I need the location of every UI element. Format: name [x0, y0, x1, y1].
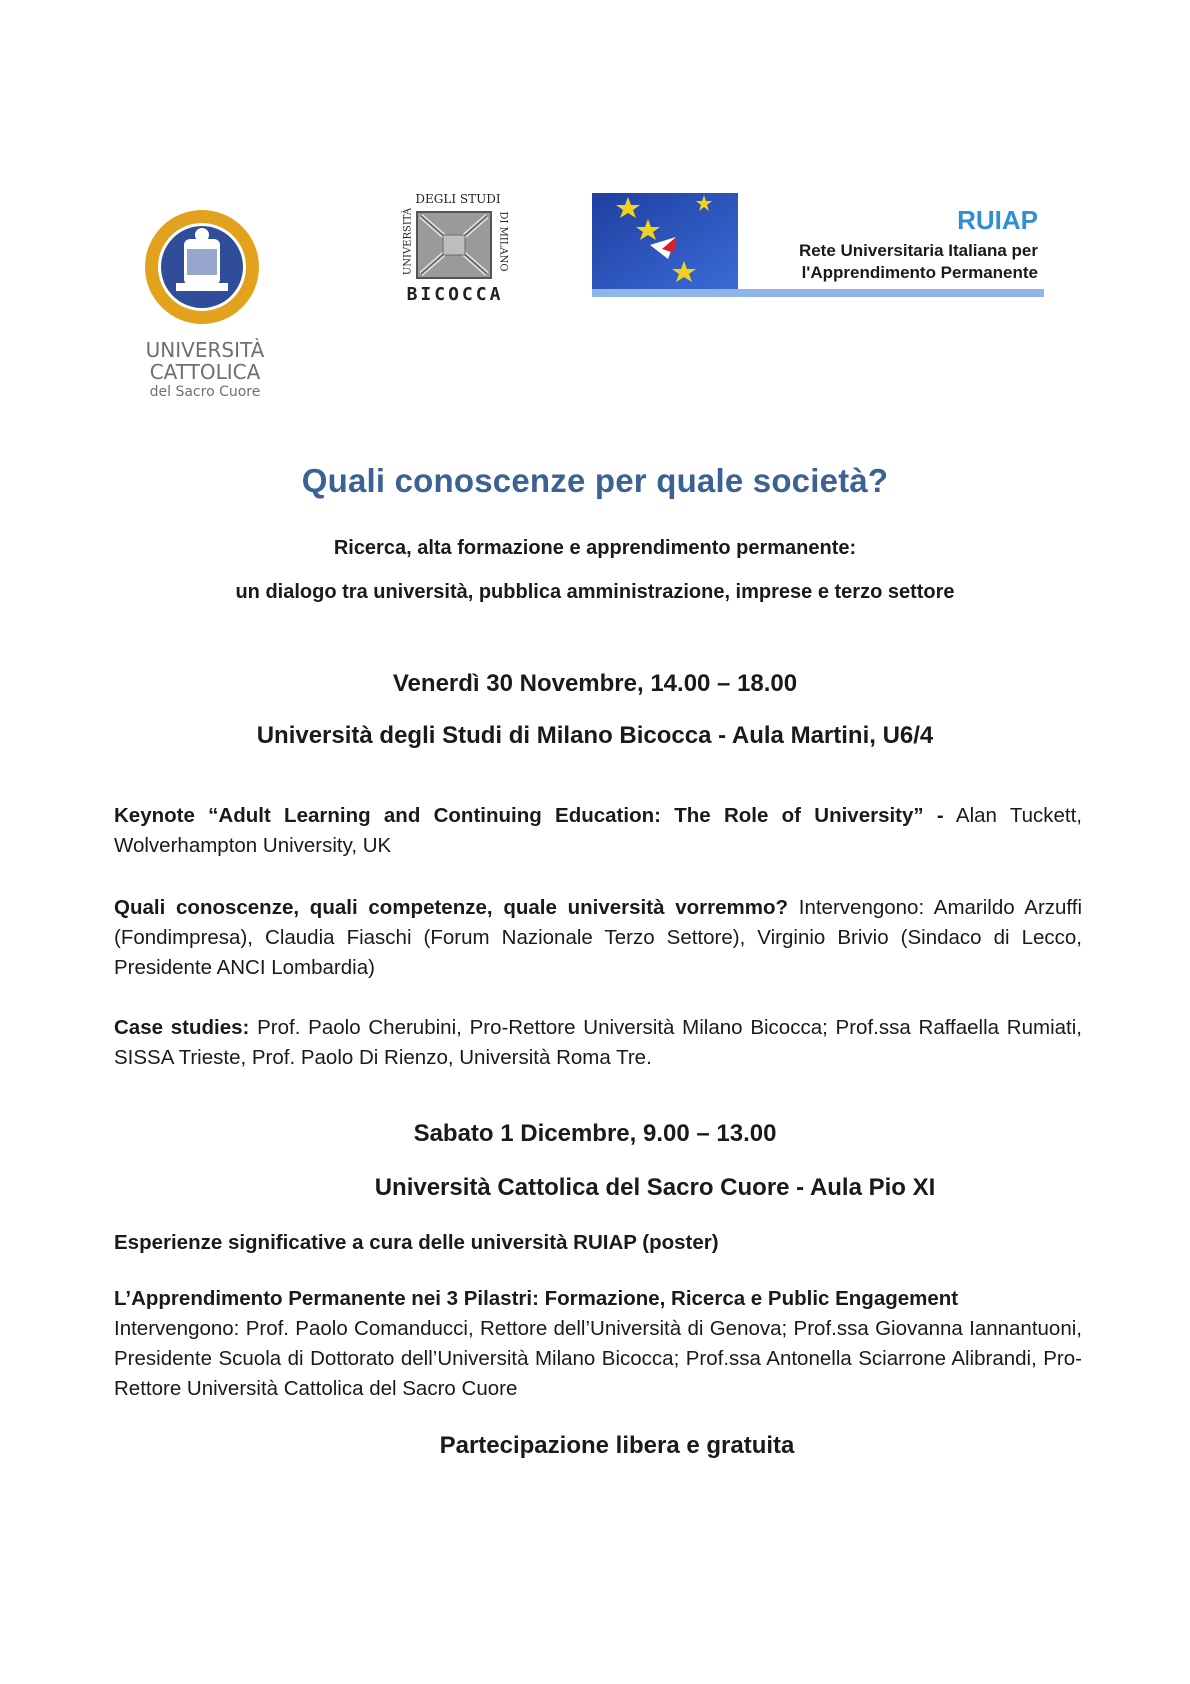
bicocca-emblem-icon [415, 210, 493, 280]
keynote-title: Keynote “Adult Learning and Continuing Education: The Role of University” - [114, 804, 944, 827]
pillars-speakers: Intervengono: Prof. Paolo Comanducci, Rettore dell’Università di Genova; Prof.ssa Giovanna Iannantuoni, Presidente Scuola di Dottorato dell’Università Milano Bicocca; Prof.ssa Antonella Sciarrone Alibrandi, Pro-Rettore Università Cattolica del Sacro Cuore [114, 1317, 1082, 1400]
cattolica-seal-icon [140, 205, 270, 330]
bicocca-bottom-text: BICOCCA [406, 284, 504, 305]
eu-flag-icon [592, 193, 738, 289]
bicocca-top-text: DEGLI STUDI [415, 192, 501, 206]
keynote-speaker: Alan Tuckett, Wolverhampton University, UK [114, 804, 1082, 857]
day2-date: Sabato 1 Dicembre, 9.00 – 13.00 [413, 1120, 777, 1147]
subtitle-line2: un dialogo tra università, pubblica amministrazione, imprese e terzo settore [235, 581, 955, 603]
case-studies-speakers: Prof. Paolo Cherubini, Pro-Rettore Università Milano Bicocca; Prof.ssa Raffaella Rumiati, SISSA Trieste, Prof. Paolo Di Rienzo, Università Roma Tre. [114, 1016, 1082, 1069]
case-studies-paragraph [114, 1013, 1082, 1073]
bicocca-right-text: DI MILANO [497, 211, 509, 272]
pillars-paragraph [114, 1284, 1082, 1404]
logo-ruiap [592, 193, 1044, 297]
day1-date: Venerdì 30 Novembre, 14.00 – 18.00 [392, 670, 798, 697]
logo-universita-bicocca [395, 192, 515, 307]
ruiap-line2: l'Apprendimento Permanente [801, 263, 1038, 282]
participation-note: Partecipazione libera e gratuita [439, 1432, 795, 1459]
panel-speakers: Intervengono: Amarildo Arzuffi (Fondimpresa), Claudia Fiaschi (Forum Nazionale Terzo Settore), Virginio Brivio (Sindaco di Lecco, Presidente ANCI Lombardia) [114, 896, 1083, 979]
experiences-paragraph [114, 1228, 1082, 1258]
logo-universita-cattolica [140, 205, 270, 400]
ruiap-line1: Rete Universitaria Italiana per [798, 241, 1038, 260]
pillars-title: L’Apprendimento Permanente nei 3 Pilastri: Formazione, Ricerca e Public Engagement [114, 1287, 959, 1310]
cattolica-line2: CATTOLICA [149, 360, 261, 384]
day2-venue: Università Cattolica del Sacro Cuore - Aula Pio XI [374, 1174, 936, 1201]
bicocca-left-text: UNIVERSITÀ [402, 207, 414, 276]
page-title: Quali conoscenze per quale società? [301, 462, 889, 499]
case-studies-title: Case studies: [114, 1016, 250, 1039]
ruiap-acronym: RUIAP [957, 205, 1038, 235]
cattolica-line1: UNIVERSITÀ [145, 338, 265, 362]
cattolica-line3: del Sacro Cuore [149, 384, 261, 400]
subtitle-line1: Ricerca, alta formazione e apprendimento permanente: [333, 537, 857, 559]
panel-title: Quali conoscenze, quali competenze, quale università vorremmo? [114, 896, 789, 919]
day1-venue: Università degli Studi di Milano Bicocca - Aula Martini, U6/4 [256, 722, 934, 749]
panel-paragraph [114, 893, 1082, 983]
experiences-text: Esperienze significative a cura delle università RUIAP (poster) [114, 1231, 719, 1254]
keynote-paragraph [114, 801, 1082, 861]
